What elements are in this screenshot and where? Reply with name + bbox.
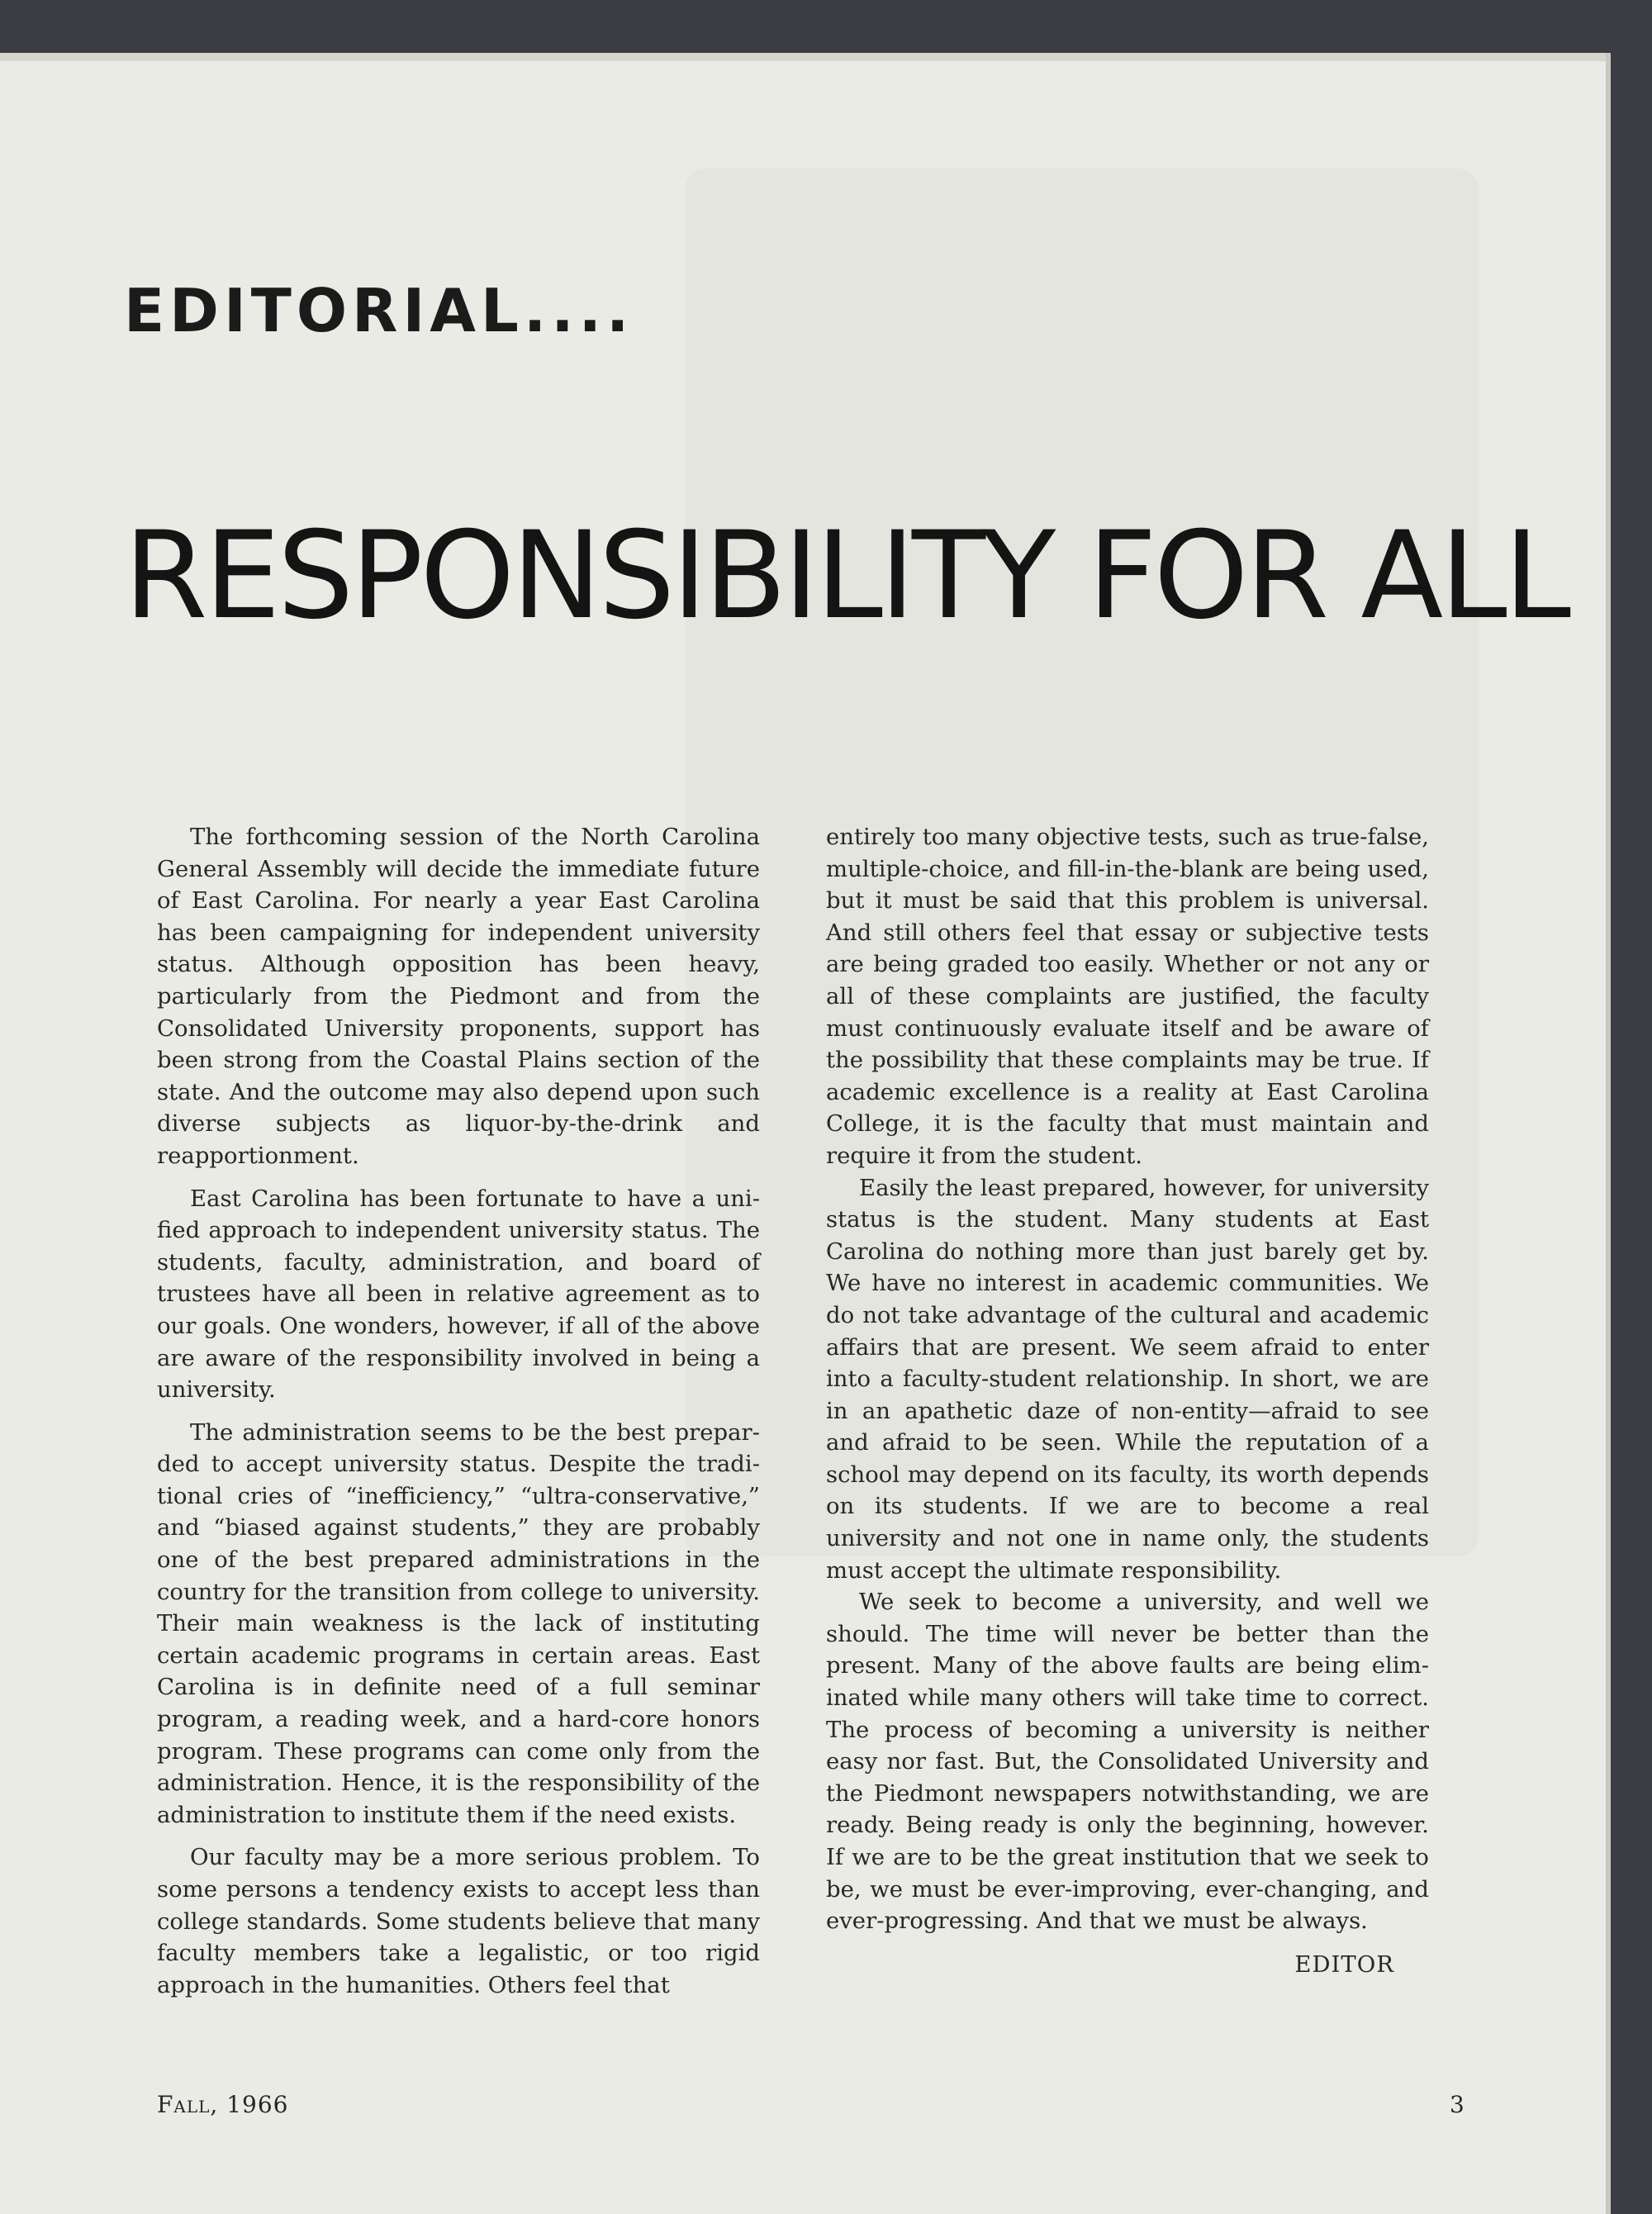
paragraph: Our faculty may be a more serious problem. To some persons a tendency exists to accept less than college standards. Some students believe that many faculty members take a legalistic, or too rigid approach in the humanities. Others feel that: [157, 1844, 760, 1998]
paragraph: The administration seems to be the best preparded to accept university status. Despite the traditional cries of “inefficiency,” “ultra-conservative,” and “biased against students,” they are probably one of the best prepared administrations in the country for the transition from college to university. Their main weakness is the lack of instituting certain academic programs in certain areas. East Carolina is in definite need of a full seminar program, a reading week, and a hard-core honors program. These programs can come only from the administration. Hence, it is the responsibility of the administration to institute them if the need exists.: [157, 1418, 760, 1828]
page-number: 3: [1450, 2091, 1464, 2118]
right-column: [826, 821, 1429, 1980]
footer-issue: Fall, 1966: [157, 2091, 289, 2118]
magazine-page: [0, 53, 1611, 2214]
section-label: EDITORIAL....: [124, 276, 634, 345]
paragraph: East Carolina has been fortunate to have a unified approach to independent university status. The students, faculty, administration, and board of trustees have all been in relative agreement as to our goals. One wonders, however, if all of the above are aware of the responsibility involved in being a university.: [157, 1185, 760, 1404]
left-column: [157, 821, 760, 2001]
editor-signature: EDITOR: [1294, 1950, 1394, 1978]
headline: RESPONSIBILITY FOR ALL: [124, 506, 1568, 646]
paragraph: The forthcoming session of the North Carolina General Assembly will decide the immediate future of East Carolina. For nearly a year East Carolina has been campaigning for independent university status. Although opposition has been heavy, particularly from the Piedmont and from the Consolidated University proponents, support has been strong from the Coastal Plains section of the state. And the outcome may also depend upon such diverse subjects as liquor-by-the-drink and reapportionment.: [157, 824, 760, 1169]
paragraph: Easily the least prepared, however, for university status is the student. Many students at East Carolina do nothing more than just barely get by. We have no interest in academic communities. We do not take advantage of the cultural and academic affairs that are present. We seem afraid to enter into a faculty-student relationship. In short, we are in an apathetic daze of non-entity—afraid to see and afraid to be seen. While the reputation of a school may depend on its faculty, its worth depends on its students. If we are to become a real university and not one in name only, the students must accept the ultimate responsibility.: [826, 1174, 1429, 1584]
paragraph: We seek to become a university, and well we should. The time will never be better than the present. Many of the above faults are being eliminated while many others will take time to correct. The process of becoming a university is neither easy nor fast. But, the Consolidated University and the Piedmont newspapers notwithstanding, we are ready. Being ready is only the beginning, however. If we are to be the great institution that we seek to be, we must be ever-improving, ever-changing, and ever-progressing. And that we must be always.: [826, 1589, 1429, 1935]
paragraph: entirely too many objective tests, such as true-false, multiple-choice, and fill-in-the-blank are being used, but it must be said that this problem is universal. And still others feel that essay or subjective tests are being graded too easily. Whether or not any or all of these complaints are justified, the faculty must continuously evaluate itself and be aware of the possibility that these complaints may be true. If academic excellence is a reality at East Carolina College, it is the faculty that must maintain and require it from the student.: [826, 824, 1429, 1169]
